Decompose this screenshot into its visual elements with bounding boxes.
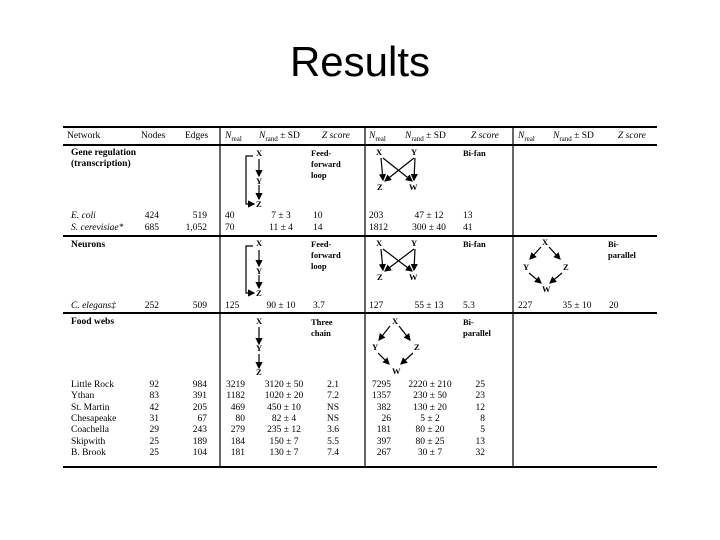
row-nodes: 92 [149,380,159,390]
row-edges: 391 [192,391,207,402]
row-network: Chesapeake [71,413,117,424]
node-y-ffl-1: Y [256,176,263,186]
motif-label-ffl-1a: Feed- [311,148,332,158]
row-edges: 104 [192,447,207,458]
node-z-ffl-1: Z [256,199,262,209]
motif-results-table [63,126,657,468]
row-nodes: 25 [149,436,159,447]
row-m1-z: 14 [313,223,323,233]
row-m1-nreal: 3219 [226,380,245,390]
row-network: Ythan [71,391,95,402]
row-m2-nrand: 5 ± 2 [420,413,440,424]
col-header-nreal-1: $N_{real}$ [225,131,242,143]
motif-label-chain-b: chain [311,328,331,338]
row-m2-nrand: 230 ± 50 [413,391,447,402]
row-nodes: 29 [149,425,159,436]
row-m2-z: 8 [480,413,485,424]
node-y-biparallel-2: Y [523,262,530,272]
row-m2-nrand: 300 ± 40 [412,223,446,233]
row-network: S. cerevisiae* [71,223,124,233]
motif-label-ffl-1b: forward [311,159,341,169]
row-m1-z: 3.6 [327,425,339,436]
row-nodes: 685 [144,223,159,233]
node-w-bifan-2: W [409,272,418,282]
row-m1-nreal: 70 [225,223,235,233]
row-network: Skipwith [71,436,106,447]
row-nodes: 424 [144,211,159,221]
row-m2-nreal: 127 [369,301,384,311]
row-nodes: 31 [149,413,159,424]
row-m2-z: 13 [475,436,485,447]
row-m2-nrand: 130 ± 20 [413,402,447,413]
row-nodes: 83 [149,391,159,402]
row-edges: 519 [192,211,207,221]
row-m2-nreal: 1812 [369,223,388,233]
row-m1-nrand: 150 ± 7 [269,436,299,447]
motif-label-ffl-2b: forward [311,250,341,260]
col-header-nrand-2: $N_{rand}$ ± SD [405,131,446,143]
row-m1-nreal: 181 [230,447,245,458]
col-header-nreal-2: $N_{real}$ [369,131,386,143]
row-network: B. Brook [71,447,106,458]
col-header-z-3: Z score [618,131,646,141]
section-heading-gene-regulation-line2: (transcription) [71,159,131,169]
row-m2-z: 5.3 [463,301,475,311]
row-nodes: 42 [149,402,159,413]
row-m1-nrand: 7 ± 3 [271,211,291,221]
motif-label-chain-a: Three [311,317,333,327]
row-m1-nreal: 1182 [226,391,245,402]
biparallel-diagram-3 [378,326,413,364]
row-m1-nrand: 90 ± 10 [266,301,296,311]
node-w-bifan-1: W [409,182,418,192]
node-z-bifan-1: Z [377,182,383,192]
node-z-biparallel-2: Z [563,262,569,272]
section-heading-neurons: Neurons [71,240,106,250]
bifan-diagram-2 [381,249,415,271]
row-m2-z: 23 [475,391,485,402]
row-m1-nrand: 3120 ± 50 [264,380,304,390]
motif-label-ffl-2c: loop [311,261,327,271]
row-m2-nreal: 397 [376,436,391,447]
node-x-biparallel-3: X [392,316,399,326]
node-z-ffl-2: Z [256,288,262,298]
motif-label-bifan-2: Bi-fan [463,239,486,249]
row-m2-z: 41 [463,223,473,233]
node-x-ffl-2: X [256,238,263,248]
row-m1-nrand: 235 ± 12 [267,425,301,436]
motif-label-ffl-1c: loop [311,170,327,180]
row-m2-z: 25 [475,380,485,390]
row-m2-nreal: 203 [369,211,384,221]
row-m1-nrand: 82 ± 4 [271,413,297,424]
motif-label-bifan-1: Bi-fan [463,148,486,158]
row-m3-z: 20 [609,301,619,311]
col-header-edges: Edges [185,131,209,141]
node-y-bifan-1: Y [411,147,418,157]
node-x-ffl-1: X [256,148,263,158]
row-m2-z: 32 [475,447,485,458]
row-nodes: 252 [144,301,159,311]
row-m1-nreal: 279 [230,425,245,436]
row-m1-z: NS [326,413,339,424]
motif-label-ffl-2a: Feed- [311,239,332,249]
col-header-network: Network [67,131,101,141]
row-m2-nreal: 181 [376,425,391,436]
motif-label-biparallel-3a: Bi- [463,317,474,327]
section-heading-gene-regulation-line1: Gene regulation [71,148,137,158]
row-m2-nrand: 30 ± 7 [417,447,443,458]
row-m2-z: 12 [475,402,485,413]
row-network: C. elegans‡ [71,301,116,311]
row-m1-nrand: 11 ± 4 [269,223,293,233]
row-nodes: 25 [149,447,159,458]
row-m2-nrand: 55 ± 13 [414,301,444,311]
node-x-chain: X [256,316,263,326]
node-y-biparallel-3: Y [372,342,379,352]
col-header-nreal-3: $N_{real}$ [518,131,535,143]
row-edges: 243 [192,425,207,436]
biparallel-diagram-2 [529,247,562,283]
row-m1-z: 2.1 [327,380,339,390]
row-m1-nreal: 125 [225,301,240,311]
row-m2-nrand: 2220 ± 210 [408,380,452,390]
row-edges: 1,052 [185,223,207,233]
node-y-chain: Y [256,343,263,353]
col-header-nrand-1: $N_{rand}$ ± SD [259,131,300,143]
row-m1-z: 3.7 [313,301,325,311]
col-header-z-1: Z score [322,131,350,141]
section-heading-food-webs: Food webs [71,317,115,327]
row-m3-nrand: 35 ± 10 [562,301,592,311]
row-m2-z: 5 [480,425,485,436]
row-edges: 205 [192,402,207,413]
row-network: Coachella [71,425,109,436]
row-m3-nreal: 227 [518,301,533,311]
row-m2-nreal: 267 [376,447,391,458]
row-network: Little Rock [71,380,115,390]
node-y-ffl-2: Y [256,266,263,276]
row-m2-nrand: 80 ± 25 [415,436,445,447]
row-m2-nrand: 47 ± 12 [414,211,444,221]
node-w-biparallel-2: W [542,284,551,294]
row-edges: 67 [197,413,207,424]
row-m1-nrand: 450 ± 10 [267,402,301,413]
row-m2-z: 13 [463,211,473,221]
row-m1-z: 7.4 [327,447,339,458]
row-m1-z: NS [326,402,339,413]
row-edges: 984 [192,380,207,390]
node-z-chain: Z [256,367,262,377]
node-x-biparallel-2: X [542,237,549,247]
row-m2-nreal: 7295 [372,380,391,390]
row-m1-z: 5.5 [327,436,339,447]
col-header-z-2: Z score [471,131,499,141]
row-m1-nrand: 130 ± 7 [269,447,299,458]
node-x-bifan-1: X [376,147,383,157]
col-header-nrand-3: $N_{rand}$ ± SD [553,131,594,143]
row-m1-nreal: 469 [230,402,245,413]
row-m2-nreal: 382 [376,402,391,413]
row-network: St. Martin [71,402,110,413]
row-edges: 189 [192,436,207,447]
row-m2-nrand: 80 ± 20 [415,425,445,436]
motif-label-biparallel-2b: parallel [608,250,636,260]
row-m1-nrand: 1020 ± 20 [264,391,304,402]
row-edges: 509 [192,301,207,311]
node-y-bifan-2: Y [411,238,418,248]
node-w-biparallel-3: W [392,366,401,376]
row-m1-z: 10 [313,211,323,221]
row-m1-z: 7.2 [327,391,339,402]
col-header-nodes: Nodes [141,131,166,141]
row-m2-nreal: 1357 [372,391,391,402]
motif-label-biparallel-2a: Bi- [608,239,619,249]
row-network: E. coli [71,211,96,221]
node-x-bifan-2: X [376,238,383,248]
slide-title: Results [289,38,431,85]
node-z-biparallel-3: Z [414,342,420,352]
row-m1-nreal: 184 [230,436,245,447]
bifan-diagram-1 [381,158,415,181]
row-m1-nreal: 80 [235,413,245,424]
motif-label-biparallel-3b: parallel [463,328,491,338]
row-m1-nreal: 40 [225,211,235,221]
node-z-bifan-2: Z [377,272,383,282]
row-m2-nreal: 26 [381,413,391,424]
